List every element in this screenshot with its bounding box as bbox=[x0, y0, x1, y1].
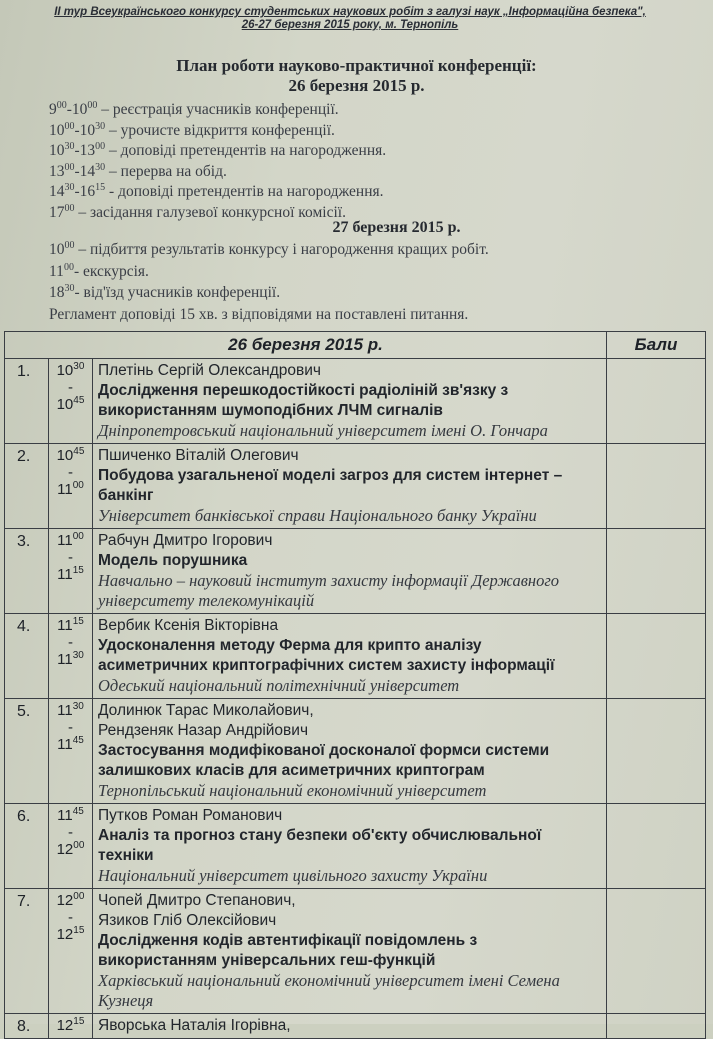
time-hour: 10 bbox=[56, 396, 74, 413]
table-row bbox=[5, 699, 706, 804]
end-time bbox=[49, 482, 92, 498]
presentation-info bbox=[93, 529, 607, 614]
time-minutes: 15 bbox=[72, 565, 84, 576]
presentation-info bbox=[93, 359, 607, 444]
score-cell bbox=[607, 699, 706, 804]
presentation-title: банкінг bbox=[98, 487, 154, 504]
participant-name: Пшиченко Віталій Олегович bbox=[98, 447, 299, 464]
presentation-info bbox=[93, 444, 607, 529]
university-name: Дніпропетровський національний університет імені О. Гончара bbox=[98, 421, 548, 440]
time-minutes: 45 bbox=[73, 395, 85, 406]
presentation-info bbox=[93, 804, 607, 889]
presentation-info bbox=[93, 1014, 607, 1039]
time-minutes: 30 bbox=[73, 361, 85, 372]
time-hour: 10 bbox=[71, 101, 88, 118]
row-number: 1. bbox=[5, 359, 49, 444]
row-number: 2. bbox=[5, 444, 49, 529]
time-minutes: 30 bbox=[72, 701, 84, 712]
score-cell bbox=[607, 1014, 706, 1039]
schedule-item bbox=[49, 121, 335, 141]
participant-name: Плетінь Сергій Олександрович bbox=[98, 362, 321, 379]
time-slot bbox=[49, 444, 93, 529]
table-row bbox=[5, 359, 706, 444]
time-separator: - bbox=[66, 101, 72, 118]
presentation-title: Модель порушника bbox=[98, 552, 248, 569]
time-minutes: 45 bbox=[72, 735, 84, 746]
time-hour: 12 bbox=[56, 1017, 74, 1034]
presentation-info bbox=[93, 614, 607, 699]
presentation-title: Дослідження кодів автентифікації повідомлень з bbox=[98, 932, 478, 949]
table-title: 26 березня 2015 р. bbox=[5, 332, 607, 359]
time-separator: - bbox=[74, 162, 80, 180]
schedule-text: – засідання галузевої конкурсної комісії. bbox=[74, 204, 346, 221]
time-separator: - bbox=[74, 183, 80, 201]
competition-header bbox=[40, 6, 660, 32]
schedule-text: – урочисте відкриття конференції. bbox=[105, 121, 335, 139]
time-hour: 14 bbox=[49, 183, 65, 201]
time-minutes: 00 bbox=[64, 161, 75, 173]
time-minutes: 15 bbox=[73, 1016, 85, 1027]
time-minutes: 15 bbox=[95, 182, 106, 194]
schedule-text: – доповіді претендентів на нагородження. bbox=[105, 142, 387, 160]
university-name: Навчально – науковий інститут захисту інформації Державного bbox=[98, 571, 560, 590]
participant-name: Чопей Дмитро Степанович, bbox=[98, 892, 296, 909]
time-slot bbox=[49, 699, 93, 804]
schedule-item bbox=[49, 240, 489, 260]
university-name: університету телекомунікацій bbox=[98, 591, 315, 610]
time-slot bbox=[49, 614, 93, 699]
time-minutes: 45 bbox=[73, 446, 85, 457]
time-minutes: 30 bbox=[64, 182, 75, 194]
start-time bbox=[57, 1017, 85, 1034]
start-time bbox=[57, 702, 84, 719]
time-hour: 10 bbox=[49, 142, 65, 160]
time-hour: 11 bbox=[57, 702, 73, 719]
score-cell bbox=[607, 614, 706, 699]
score-cell bbox=[607, 529, 706, 614]
time-hour: 17 bbox=[49, 204, 65, 221]
time-hour: 14 bbox=[79, 162, 96, 180]
schedule-item bbox=[49, 162, 227, 182]
time-hour: 13 bbox=[79, 142, 96, 160]
university-name: Тернопільський національний економічний університет bbox=[98, 781, 487, 800]
time-dash: - bbox=[68, 379, 73, 396]
participant-name: Долинюк Тарас Миколайович, bbox=[98, 702, 314, 719]
time-minutes: 00 bbox=[95, 141, 106, 153]
time-hour: 12 bbox=[56, 841, 74, 858]
university-name: Кузнеця bbox=[98, 991, 154, 1010]
university-name: Національний університет цивільного захисту України bbox=[98, 866, 488, 885]
participant-name: Яворська Наталія Ігорівна, bbox=[98, 1017, 291, 1034]
table-row bbox=[5, 889, 706, 1014]
time-hour: 10 bbox=[49, 121, 65, 139]
presentation-title: Удосконалення методу Ферма для крипто аналізу bbox=[98, 637, 482, 654]
start-time bbox=[57, 532, 84, 549]
end-time bbox=[49, 397, 92, 413]
time-hour: 10 bbox=[79, 121, 96, 139]
schedule-item bbox=[49, 283, 280, 303]
header-line-2: 26-27 березня 2015 року, м. Тернопіль bbox=[241, 19, 459, 31]
presentations-table bbox=[4, 331, 706, 1039]
time-dash: - bbox=[68, 719, 73, 736]
time-hour: 12 bbox=[56, 892, 74, 909]
time-hour: 10 bbox=[56, 362, 74, 379]
regulation-note: Регламент доповіді 15 хв. з відповідями на поставлені питання. bbox=[49, 306, 469, 323]
day2-heading: 27 березня 2015 р. bbox=[332, 219, 461, 236]
time-slot bbox=[49, 889, 93, 1014]
schedule-item bbox=[49, 100, 339, 120]
schedule-item bbox=[49, 182, 384, 202]
score-column-header: Бали bbox=[607, 332, 706, 359]
time-dash: - bbox=[68, 634, 73, 651]
university-name: Харківський національний економічний університет імені Семена bbox=[98, 971, 560, 990]
schedule-text: – перерва на обід. bbox=[105, 162, 227, 180]
university-name: Одеський національний політехнічний університет bbox=[98, 676, 460, 695]
row-number: 8. bbox=[5, 1014, 49, 1039]
row-number: 7. bbox=[5, 889, 49, 1014]
time-minutes: 15 bbox=[72, 616, 84, 627]
start-time bbox=[57, 892, 85, 909]
schedule-text: - екскурсія. bbox=[73, 262, 149, 280]
schedule-text: – підбиття результатів конкурсу і нагородження кращих робіт. bbox=[74, 241, 489, 258]
time-minutes: 00 bbox=[73, 891, 85, 902]
time-minutes: 00 bbox=[73, 840, 85, 851]
time-minutes: 45 bbox=[72, 806, 84, 817]
row-number: 6. bbox=[5, 804, 49, 889]
time-minutes: 30 bbox=[64, 141, 75, 153]
end-time bbox=[49, 567, 92, 583]
participant-name: Путков Роман Романович bbox=[98, 807, 283, 824]
row-number: 5. bbox=[5, 699, 49, 804]
table-row bbox=[5, 444, 706, 529]
score-cell bbox=[607, 804, 706, 889]
table-row bbox=[5, 804, 706, 889]
start-time bbox=[57, 807, 84, 824]
presentation-title: використанням універсальних геш-функцій bbox=[98, 952, 436, 969]
time-dash: - bbox=[68, 549, 73, 566]
time-dash: - bbox=[68, 824, 73, 841]
table-row bbox=[5, 1014, 706, 1039]
time-dash: - bbox=[68, 909, 73, 926]
time-hour: 9 bbox=[49, 101, 57, 118]
schedule-item bbox=[49, 141, 386, 161]
start-time bbox=[57, 447, 85, 464]
time-slot bbox=[49, 804, 93, 889]
time-dash: - bbox=[68, 464, 73, 481]
end-time bbox=[49, 842, 92, 858]
end-time bbox=[49, 927, 92, 943]
time-minutes: 00 bbox=[64, 120, 75, 132]
header-line-1: ІІ тур Всеукраїнського конкурсу студентських наукових робіт з галузі наук „Інформаційна безпека", bbox=[54, 6, 646, 18]
time-hour: 11 bbox=[57, 807, 73, 824]
schedule-text: - доповіді претендентів на нагородження. bbox=[105, 183, 384, 201]
row-number: 3. bbox=[5, 529, 49, 614]
time-separator: - bbox=[74, 121, 80, 139]
presentation-title: Застосування модифікованої досконалої формси системи bbox=[98, 742, 550, 759]
time-hour: 18 bbox=[49, 284, 65, 301]
time-minutes: 00 bbox=[56, 100, 67, 111]
time-slot bbox=[49, 359, 93, 444]
day1-heading: 26 березня 2015 р. bbox=[288, 76, 425, 95]
presentation-title: техніки bbox=[98, 847, 154, 864]
score-cell bbox=[607, 889, 706, 1014]
time-hour: 11 bbox=[57, 617, 73, 634]
time-hour: 11 bbox=[57, 736, 73, 753]
start-time bbox=[57, 617, 84, 634]
end-time bbox=[49, 737, 92, 753]
presentation-info bbox=[93, 699, 607, 804]
time-minutes: 00 bbox=[72, 531, 84, 542]
time-hour: 11 bbox=[57, 651, 73, 668]
time-minutes: 30 bbox=[95, 120, 106, 132]
time-slot bbox=[49, 1014, 93, 1039]
time-minutes: 00 bbox=[72, 480, 84, 491]
time-hour: 12 bbox=[56, 926, 74, 943]
score-cell bbox=[607, 444, 706, 529]
table-row bbox=[5, 529, 706, 614]
participant-name: Рабчун Дмитро Ігорович bbox=[98, 532, 273, 549]
schedule-text: - від'їзд учасників конференції. bbox=[74, 284, 281, 301]
time-minutes: 00 bbox=[64, 203, 75, 214]
plan-title: План роботи науково-практичної конференції: bbox=[176, 56, 537, 75]
end-time bbox=[49, 652, 92, 668]
university-name: Університет банківської справи Національного банку України bbox=[98, 506, 537, 525]
time-hour: 10 bbox=[56, 447, 74, 464]
participant-name: Язиков Гліб Олексійович bbox=[98, 912, 277, 929]
time-minutes: 15 bbox=[73, 925, 85, 936]
participant-name: Вербик Ксенія Вікторівна bbox=[98, 617, 279, 634]
time-hour: 16 bbox=[79, 183, 96, 201]
start-time bbox=[57, 362, 85, 379]
score-cell bbox=[607, 359, 706, 444]
presentation-title: використанням шумоподібних ЛЧМ сигналів bbox=[98, 402, 443, 419]
table-header-row bbox=[5, 332, 706, 359]
time-hour: 11 bbox=[49, 262, 64, 280]
time-minutes: 30 bbox=[72, 650, 84, 661]
time-hour: 10 bbox=[49, 241, 65, 258]
presentation-title: асиметричних криптографічних систем захисту інформації bbox=[98, 657, 555, 674]
time-hour: 11 bbox=[57, 566, 73, 583]
presentation-title: Побудова узагальненої моделі загроз для систем інтернет – bbox=[98, 467, 563, 484]
presentation-title: залишкових класів для асиметричних криптограм bbox=[98, 762, 485, 779]
time-hour: 13 bbox=[49, 162, 65, 180]
time-minutes: 00 bbox=[63, 261, 74, 273]
schedule-text: – реєстрація учасників конференції. bbox=[97, 101, 339, 118]
time-minutes: 30 bbox=[95, 161, 106, 173]
presentation-info bbox=[93, 889, 607, 1014]
time-minutes: 30 bbox=[64, 283, 75, 294]
time-slot bbox=[49, 529, 93, 614]
time-minutes: 00 bbox=[87, 100, 98, 111]
presentation-title: Аналіз та прогноз стану безпеки об'єкту обчислювальної bbox=[98, 827, 542, 844]
presentation-title: Дослідження перешкодостійкості радіоліній зв'язку з bbox=[98, 382, 509, 399]
time-separator: - bbox=[74, 142, 80, 160]
schedule-item bbox=[49, 262, 149, 282]
participant-name: Рендзеняк Назар Андрійович bbox=[98, 722, 309, 739]
time-hour: 11 bbox=[57, 532, 73, 549]
time-hour: 11 bbox=[57, 481, 73, 498]
row-number: 4. bbox=[5, 614, 49, 699]
table-row bbox=[5, 614, 706, 699]
time-minutes: 00 bbox=[64, 240, 75, 251]
